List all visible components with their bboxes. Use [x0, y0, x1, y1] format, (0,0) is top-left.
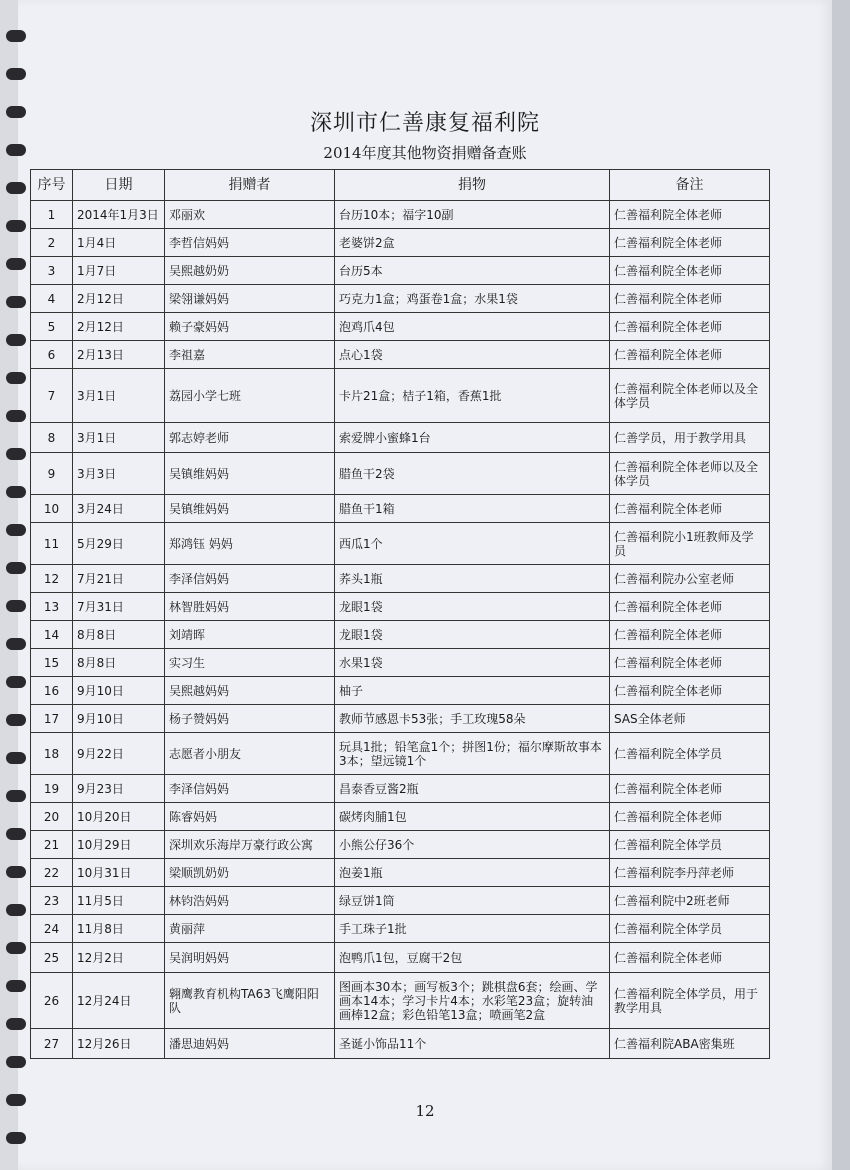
cell-items: 巧克力1盒；鸡蛋卷1盒；水果1袋 [335, 285, 610, 313]
cell-no: 11 [31, 523, 73, 565]
cell-no: 7 [31, 369, 73, 423]
cell-items: 西瓜1个 [335, 523, 610, 565]
table-row [31, 943, 770, 973]
cell-donor: 刘靖晖 [165, 621, 335, 649]
cell-items: 柚子 [335, 677, 610, 705]
table-row [31, 313, 770, 341]
cell-date: 3月1日 [73, 423, 165, 453]
binding-hole [6, 828, 26, 840]
cell-notes: 仁善福利院中2班老师 [610, 887, 770, 915]
header-no: 序号 [31, 170, 73, 201]
binding-hole [6, 30, 26, 42]
cell-date: 9月22日 [73, 733, 165, 775]
cell-notes: 仁善福利院全体学员 [610, 831, 770, 859]
cell-donor: 翱鹰教育机构TA63飞鹰阳阳队 [165, 973, 335, 1029]
cell-items: 泡姜1瓶 [335, 859, 610, 887]
cell-notes: 仁善福利院全体老师 [610, 775, 770, 803]
cell-date: 12月26日 [73, 1029, 165, 1059]
cell-items: 腊鱼干2袋 [335, 453, 610, 495]
table-row [31, 859, 770, 887]
cell-notes: 仁善福利院全体学员，用于教学用具 [610, 973, 770, 1029]
cell-items: 手工珠子1批 [335, 915, 610, 943]
binding-hole [6, 790, 26, 802]
page-number: 12 [415, 1102, 435, 1120]
binding-hole [6, 182, 26, 194]
binding-hole [6, 714, 26, 726]
cell-notes: 仁善福利院全体老师 [610, 257, 770, 285]
cell-donor: 吴润明妈妈 [165, 943, 335, 973]
binding-hole [6, 600, 26, 612]
table-row [31, 973, 770, 1029]
cell-date: 2月12日 [73, 285, 165, 313]
cell-donor: 李泽信妈妈 [165, 775, 335, 803]
binding-hole [6, 562, 26, 574]
table-row [31, 887, 770, 915]
binding-hole [6, 866, 26, 878]
binding-hole [6, 296, 26, 308]
binding-hole [6, 904, 26, 916]
cell-notes: 仁善福利院全体老师 [610, 677, 770, 705]
cell-donor: 吴熙越奶奶 [165, 257, 335, 285]
header-donor: 捐赠者 [165, 170, 335, 201]
cell-notes: 仁善福利院全体老师 [610, 495, 770, 523]
cell-donor: 志愿者小朋友 [165, 733, 335, 775]
table-body [31, 201, 770, 1059]
cell-date: 7月31日 [73, 593, 165, 621]
cell-items: 小熊公仔36个 [335, 831, 610, 859]
cell-date: 1月7日 [73, 257, 165, 285]
cell-no: 12 [31, 565, 73, 593]
cell-date: 2014年1月3日 [73, 201, 165, 229]
page-edge-shadow [832, 0, 850, 1170]
cell-date: 10月29日 [73, 831, 165, 859]
cell-date: 2月12日 [73, 313, 165, 341]
cell-no: 27 [31, 1029, 73, 1059]
cell-donor: 陈睿妈妈 [165, 803, 335, 831]
cell-date: 5月29日 [73, 523, 165, 565]
spiral-binding [0, 0, 34, 1170]
cell-date: 3月1日 [73, 369, 165, 423]
cell-donor: 李祖嘉 [165, 341, 335, 369]
cell-notes: 仁善福利院全体老师 [610, 313, 770, 341]
cell-date: 2月13日 [73, 341, 165, 369]
table-row [31, 257, 770, 285]
cell-donor: 荔园小学七班 [165, 369, 335, 423]
binding-hole [6, 1056, 26, 1068]
cell-notes: 仁善福利院全体学员 [610, 915, 770, 943]
cell-donor: 吴镇维妈妈 [165, 453, 335, 495]
binding-hole [6, 980, 26, 992]
table-row [31, 621, 770, 649]
cell-items: 荞头1瓶 [335, 565, 610, 593]
cell-donor: 林钧浩妈妈 [165, 887, 335, 915]
binding-hole [6, 486, 26, 498]
header-notes: 备注 [610, 170, 770, 201]
table-row [31, 423, 770, 453]
cell-donor: 李哲信妈妈 [165, 229, 335, 257]
cell-date: 8月8日 [73, 649, 165, 677]
cell-date: 11月8日 [73, 915, 165, 943]
cell-items: 腊鱼干1箱 [335, 495, 610, 523]
donation-ledger-table [30, 169, 770, 1059]
cell-no: 1 [31, 201, 73, 229]
table-row [31, 369, 770, 423]
table-row [31, 565, 770, 593]
cell-donor: 郭志婷老师 [165, 423, 335, 453]
cell-items: 泡鸡爪4包 [335, 313, 610, 341]
binding-hole [6, 676, 26, 688]
cell-date: 12月2日 [73, 943, 165, 973]
cell-donor: 吴镇维妈妈 [165, 495, 335, 523]
cell-items: 老婆饼2盒 [335, 229, 610, 257]
binding-hole [6, 334, 26, 346]
cell-items: 龙眼1袋 [335, 621, 610, 649]
binding-hole [6, 524, 26, 536]
cell-no: 26 [31, 973, 73, 1029]
cell-items: 玩具1批；铅笔盒1个；拼图1份；福尔摩斯故事本3本；望远镜1个 [335, 733, 610, 775]
cell-notes: 仁善福利院全体老师 [610, 229, 770, 257]
cell-date: 9月10日 [73, 677, 165, 705]
cell-no: 3 [31, 257, 73, 285]
cell-date: 1月4日 [73, 229, 165, 257]
cell-no: 21 [31, 831, 73, 859]
binding-hole [6, 68, 26, 80]
cell-notes: 仁善福利院全体老师 [610, 621, 770, 649]
cell-donor: 梁翎谦妈妈 [165, 285, 335, 313]
cell-items: 点心1袋 [335, 341, 610, 369]
cell-items: 龙眼1袋 [335, 593, 610, 621]
binding-hole [6, 1018, 26, 1030]
cell-notes: 仁善福利院小1班教师及学员 [610, 523, 770, 565]
cell-date: 8月8日 [73, 621, 165, 649]
cell-no: 14 [31, 621, 73, 649]
cell-donor: 郑鸿钰 妈妈 [165, 523, 335, 565]
cell-notes: 仁善福利院李丹萍老师 [610, 859, 770, 887]
cell-no: 15 [31, 649, 73, 677]
cell-no: 10 [31, 495, 73, 523]
cell-notes: 仁善福利院全体老师 [610, 943, 770, 973]
cell-items: 水果1袋 [335, 649, 610, 677]
cell-donor: 李泽信妈妈 [165, 565, 335, 593]
cell-no: 22 [31, 859, 73, 887]
cell-items: 绿豆饼1筒 [335, 887, 610, 915]
cell-no: 16 [31, 677, 73, 705]
cell-items: 图画本30本；画写板3个；跳棋盘6套；绘画、学画本14本；学习卡片4本；水彩笔23盒；旋转油画棒12盒；彩色铅笔13盒；喷画笔2盒 [335, 973, 610, 1029]
cell-date: 7月21日 [73, 565, 165, 593]
cell-donor: 杨子赞妈妈 [165, 705, 335, 733]
binding-hole [6, 258, 26, 270]
table-row [31, 201, 770, 229]
cell-notes: 仁善福利院办公室老师 [610, 565, 770, 593]
document-title: 深圳市仁善康复福利院 [309, 111, 540, 136]
table-row [31, 341, 770, 369]
cell-donor: 邓丽欢 [165, 201, 335, 229]
binding-hole [6, 220, 26, 232]
cell-date: 11月5日 [73, 887, 165, 915]
table-row [31, 649, 770, 677]
cell-no: 24 [31, 915, 73, 943]
table-row [31, 803, 770, 831]
header-items: 捐物 [335, 170, 610, 201]
header-date: 日期 [73, 170, 165, 201]
cell-items: 台历5本 [335, 257, 610, 285]
table-row [31, 915, 770, 943]
cell-donor: 潘思迪妈妈 [165, 1029, 335, 1059]
cell-donor: 黄丽萍 [165, 915, 335, 943]
cell-date: 10月31日 [73, 859, 165, 887]
cell-notes: 仁善福利院全体老师 [610, 593, 770, 621]
cell-notes: 仁善福利院全体老师 [610, 341, 770, 369]
table-row [31, 677, 770, 705]
cell-items: 教师节感恩卡53张；手工玫瑰58朵 [335, 705, 610, 733]
cell-no: 25 [31, 943, 73, 973]
cell-no: 19 [31, 775, 73, 803]
cell-items: 索爱牌小蜜蜂1台 [335, 423, 610, 453]
table-row [31, 523, 770, 565]
cell-no: 4 [31, 285, 73, 313]
cell-no: 2 [31, 229, 73, 257]
table-header-row [31, 170, 770, 201]
cell-no: 18 [31, 733, 73, 775]
cell-items: 碳烤肉脯1包 [335, 803, 610, 831]
table-row [31, 775, 770, 803]
table-row [31, 593, 770, 621]
cell-notes: 仁善福利院全体老师以及全体学员 [610, 369, 770, 423]
cell-donor: 实习生 [165, 649, 335, 677]
cell-donor: 梁顺凯奶奶 [165, 859, 335, 887]
cell-date: 3月3日 [73, 453, 165, 495]
cell-donor: 深圳欢乐海岸万豪行政公寓 [165, 831, 335, 859]
cell-no: 6 [31, 341, 73, 369]
cell-no: 8 [31, 423, 73, 453]
binding-hole [6, 752, 26, 764]
cell-no: 9 [31, 453, 73, 495]
cell-donor: 林智胜妈妈 [165, 593, 335, 621]
cell-donor: 吴熙越妈妈 [165, 677, 335, 705]
cell-no: 20 [31, 803, 73, 831]
document-subtitle: 2014年度其他物资捐赠备查账 [323, 144, 527, 162]
cell-date: 10月20日 [73, 803, 165, 831]
cell-no: 5 [31, 313, 73, 341]
cell-notes: 仁善福利院全体老师 [610, 803, 770, 831]
cell-no: 23 [31, 887, 73, 915]
table-row [31, 831, 770, 859]
cell-no: 13 [31, 593, 73, 621]
binding-hole [6, 410, 26, 422]
cell-notes: 仁善福利院全体老师 [610, 201, 770, 229]
table-row [31, 495, 770, 523]
cell-date: 9月10日 [73, 705, 165, 733]
binding-hole [6, 448, 26, 460]
cell-notes: 仁善学员，用于教学用具 [610, 423, 770, 453]
cell-no: 17 [31, 705, 73, 733]
table-row [31, 285, 770, 313]
binding-hole [6, 372, 26, 384]
table-row [31, 733, 770, 775]
cell-items: 台历10本；福字10副 [335, 201, 610, 229]
binding-hole [6, 1132, 26, 1144]
cell-items: 圣诞小饰品11个 [335, 1029, 610, 1059]
table-row [31, 1029, 770, 1059]
cell-items: 泡鸭爪1包，豆腐干2包 [335, 943, 610, 973]
cell-items: 昌泰香豆酱2瓶 [335, 775, 610, 803]
cell-notes: 仁善福利院全体老师以及全体学员 [610, 453, 770, 495]
cell-donor: 赖子豪妈妈 [165, 313, 335, 341]
cell-notes: 仁善福利院全体学员 [610, 733, 770, 775]
cell-items: 卡片21盒；桔子1箱，香蕉1批 [335, 369, 610, 423]
cell-date: 9月23日 [73, 775, 165, 803]
cell-notes: 仁善福利院全体老师 [610, 285, 770, 313]
table-row [31, 229, 770, 257]
cell-date: 3月24日 [73, 495, 165, 523]
cell-notes: 仁善福利院全体老师 [610, 649, 770, 677]
cell-date: 12月24日 [73, 973, 165, 1029]
table-row [31, 705, 770, 733]
binding-hole [6, 942, 26, 954]
cell-notes: 仁善福利院ABA密集班 [610, 1029, 770, 1059]
table-row [31, 453, 770, 495]
cell-notes: SAS全体老师 [610, 705, 770, 733]
binding-hole [6, 638, 26, 650]
